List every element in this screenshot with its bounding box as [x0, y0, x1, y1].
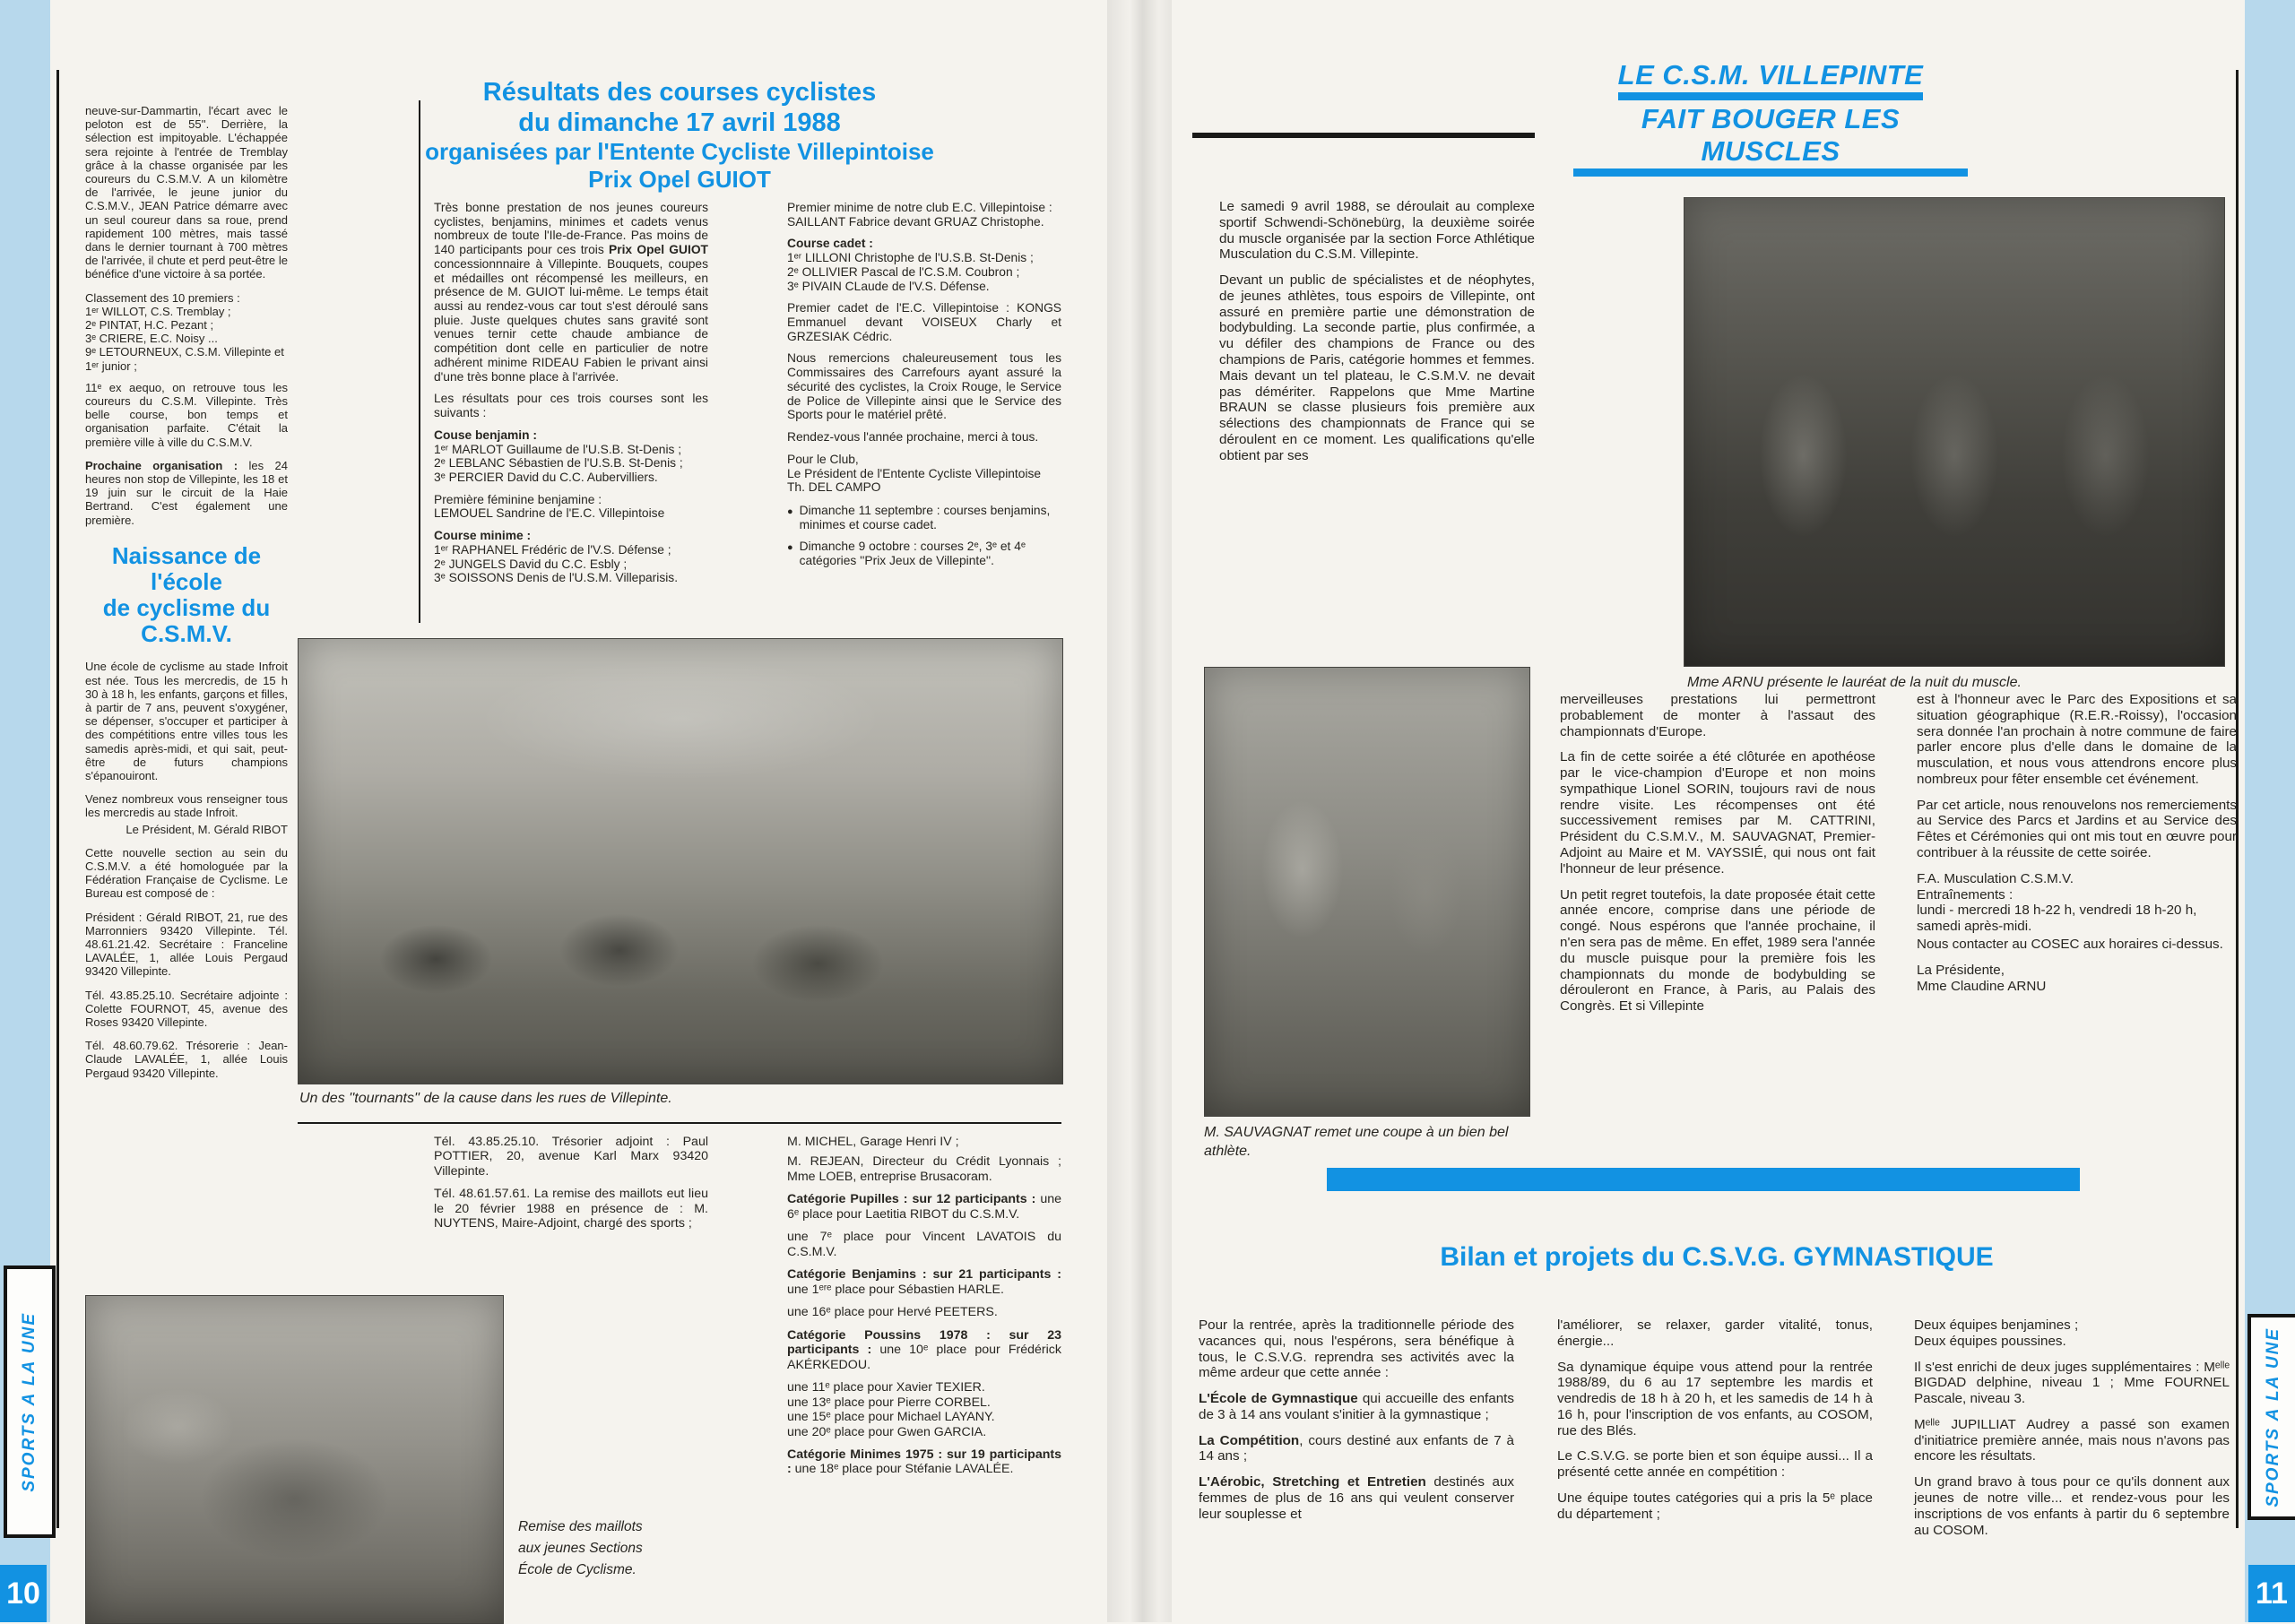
paragraph: une 16ᵉ place pour Hervé PEETERS. — [787, 1305, 998, 1320]
feminine-intro: Première féminine benjamine : — [434, 492, 602, 506]
paragraph: F.A. Musculation C.S.M.V. — [1917, 870, 2074, 886]
paragraph: Cette nouvelle section au sein du C.S.M.V. a été homologuée par la Fédération Française de Cyclisme. Le Bureau est composé de : — [85, 845, 288, 901]
school-headline-line1: Naissance de l'école — [111, 541, 262, 595]
category-bold: Catégorie Poussins 1978 : sur 23 participants : — [787, 1327, 1061, 1358]
left-page-frame-rule — [56, 70, 59, 1528]
gym-column-3 — [1914, 1317, 2230, 1548]
paragraph: Rendez-vous l'année prochaine, merci à tous. — [787, 430, 1039, 445]
bullet-icon: ● — [787, 505, 793, 517]
paragraph: neuve-sur-Dammartin, l'écart avec le peloton est de 55''. Derrière, la sélection est impitoyable. L'échappée sera rejointe à l'entrée de Tremblay grâce à la chasse organisée par les coureurs du C.S.M.V. A un kilomètre de l'arrivée, le jeune junior du C.S.M.V., JEAN Patrice démarre avec un seul coureur dans sa roue, prend rapidement 100 mètres, mais tassé dans le dernier tournant à 700 mètres de l'arrivée, il chute et perd peut-être le bénéfice d'une victoire à sa portée. — [85, 104, 288, 281]
paragraph: Venez nombreux vous renseigner tous les mercredis au stade Infroit. — [85, 792, 288, 820]
category-rest: une 6ᵉ place pour Laetitia RIBOT du C.S.M.V. — [787, 1192, 1061, 1222]
gym-activity — [1199, 1474, 1514, 1522]
left-page-bottom-column-2 — [787, 1135, 1061, 1485]
category-paragraph — [787, 1267, 1061, 1297]
paragraph: Le samedi 9 avril 1988, se déroulait au complexe sportif Schwendi-Schönebürg, la deuxième soirée du muscle organisée par la section Force Athlétique Musculation du C.S.M. Villepinte. — [1219, 199, 1535, 263]
result-line: 1ᵉʳ LILLONI Christophe de l'U.S.B. St-Denis ; — [787, 251, 1034, 265]
result-line: 3ᵉ SOISSONS Denis de l'U.S.M. Villeparisis. — [434, 571, 679, 585]
paragraph: Entraînements : — [1917, 886, 2014, 903]
school-headline-line2: de cyclisme du C.S.M.V. — [102, 594, 271, 648]
maillots-photo-caption — [518, 1516, 729, 1581]
caption-line: aux jeunes Sections — [518, 1541, 643, 1557]
activity-rest: destinés aux femmes de plus de 16 ans qui veulent conserver leur souplesse et — [1199, 1474, 1514, 1522]
classement-item: 2ᵉ PINTAT, H.C. Pezant ; — [85, 318, 214, 333]
stage-photo-caption: Mme ARNU présente le lauréat de la nuit du muscle. — [1687, 675, 2022, 690]
result-line: 2ᵉ JUNGELS David du C.C. Esbly ; — [434, 557, 628, 571]
horizontal-rule — [298, 1122, 1061, 1124]
paragraph: Premier minime de notre club E.C. Villepintoise : — [787, 201, 1052, 214]
category-paragraph — [787, 1447, 1061, 1477]
signature: Th. DEL CAMPO — [787, 480, 881, 495]
paragraph — [85, 459, 288, 527]
left-sports-label-box — [4, 1266, 56, 1538]
cycling-school-group-photo — [85, 1295, 504, 1624]
paragraph: Tél. 48.61.57.61. La remise des maillots eut lieu le 20 février 1988 en présence de : M. NUYTENS, Maire-Adjoint, chargé des sports ; — [434, 1187, 708, 1231]
paragraph: Par cet article, nous renouvelons nos remerciements au Service des Parcs et Jardins et au Service des Fêtes et Cérémonies qui ont mis tout en œuvre pour contribuer à la réussite de cette soirée. — [1917, 797, 2237, 861]
result-line: 2ᵉ OLLIVIER Pascal de l'C.S.M. Coubron ; — [787, 264, 1020, 279]
result-line: 1ᵉʳ MARLOT Guillaume de l'U.S.B. St-Denis ; — [434, 442, 682, 456]
paragraph: lundi - mercredi 18 h-22 h, vendredi 18 h-20 h, samedi après-midi. — [1917, 903, 2197, 935]
category-paragraph — [787, 1328, 1061, 1372]
category-rest: une 10ᵉ place pour Frédérick AKÉRKEDOU. — [787, 1343, 1061, 1372]
text-run: Très bonne prestation de nos jeunes coureurs cyclistes, benjamins, minimes et cadets venus nombreux de toute l'Ile-de-France. Pas moins de 140 participants pour ces trois — [434, 201, 708, 257]
agenda-item — [787, 504, 1061, 531]
right-page-column-1 — [1219, 199, 1535, 474]
category-rest: une 18ᵉ place pour Stéfanie LAVALÉE. — [794, 1462, 1014, 1477]
activity-bold: La Compétition — [1199, 1432, 1300, 1448]
gym-activity — [1199, 1391, 1514, 1423]
paragraph: SAILLANT Fabrice devant GRUAZ Christophe. — [787, 214, 1044, 229]
paragraph: Une équipe toutes catégories qui a pris la 5ᵉ place du département ; — [1557, 1490, 1873, 1522]
gym-column-1 — [1199, 1317, 1514, 1533]
paragraph: l'améliorer, se relaxer, garder vitalité, tonus, énergie... — [1557, 1317, 1873, 1349]
handshake-photo-caption: M. SAUVAGNAT remet une coupe à un bien bel athlète. — [1204, 1125, 1509, 1159]
results-headline-line2: du dimanche 17 avril 1988 — [518, 108, 841, 138]
paragraph: Une école de cyclisme au stade Infroit est née. Tous les mercredis, de 15 h 30 à 18 h, les enfants, garçons et filles, à partir de 7 ans, peuvent s'oxygéner, se dépenser, s'occuper et participer à des compétitions entre villes tous les samedis après-midi, et qui sait, peut-être de futurs champions s'épanouiront. — [85, 660, 288, 782]
paragraph: est à l'honneur avec le Parc des Expositions et sa situation géographique (R.E.R.-Roissy), l'occasion sera donnée l'an prochain à notre commune de faire parler encore plus d'elle dans le domaine de la musculation, et nous vous attendrons encore plus nombreux pour fêter ensemble cet événement. — [1917, 692, 2237, 787]
caption-line: École de Cyclisme. — [518, 1562, 637, 1578]
classement-item: 9ᵉ LETOURNEUX, C.S.M. Villepinte et 1ᵉʳ junior ; — [85, 345, 284, 373]
paragraph: Sa dynamique équipe vous attend pour la rentrée 1988/89, du 6 au 17 septembre les mardis et vendredis de 18 h à 20 h, et les samedis de 14 h à 16 h, pour l'inscription de vos enfants, au COSOM, rue des Blés. — [1557, 1359, 1873, 1438]
right-page-column-3 — [1917, 692, 2237, 994]
lead-bold: Prochaine organisation : — [85, 458, 249, 472]
right-sports-label: SPORTS A LA UNE — [2264, 1326, 2282, 1507]
left-page-column-2 — [434, 201, 708, 585]
activity-rest: , cours destiné aux enfants de 7 à 14 ans ; — [1199, 1432, 1514, 1464]
prix-opel-bold: Prix Opel GUIOT — [609, 243, 708, 257]
contact-line: Tél. 48.60.79.62. Trésorerie : Jean-Claude LAVALÉE, 1, allée Louis Pergaud 93420 Villepinte. — [85, 1039, 288, 1080]
gym-activity — [1199, 1433, 1514, 1465]
left-page-column-1 — [85, 104, 288, 1090]
agenda-text: Dimanche 11 septembre : courses benjamins, minimes et course cadet. — [799, 503, 1051, 531]
agenda-item — [787, 540, 1061, 567]
agenda-text: Dimanche 9 octobre : courses 2ᵉ, 3ᵉ et 4ᵉ catégories ''Prix Jeux de Villepinte''. — [799, 540, 1026, 568]
paragraph: Mᵉˡˡᵉ JUPILLIAT Audrey a passé son examen d'initiatrice première année, mais nous n'avons pas encore les résultats. — [1914, 1416, 2230, 1464]
cycling-race-photo — [298, 638, 1063, 1084]
contact-line: Tél. 43.85.25.10. Secrétaire adjointe : Colette FOURNOT, 45, avenue des Roses 93420 Villepinte. — [85, 988, 288, 1029]
benjamin-title: Couse benjamin : — [434, 428, 537, 442]
paragraph: La fin de cette soirée a été clôturée en apothéose par le vice-champion d'Europe et non moins sympathique Lionel SORIN, toujours ravi de nous rendre visite. Les récompenses ont été successivement remises par M. CATTRINI, Président du C.S.M.V., M. SAUVAGNAT, Premier-Adjoint au Maire et M. VAYSSIÉ, qui nous ont fait l'honneur de leur présence. — [1560, 749, 1875, 877]
right-page-column-2 — [1560, 692, 1875, 1024]
paragraph: M. MICHEL, Garage Henri IV ; — [787, 1135, 959, 1149]
place-line: une 11ᵉ place pour Xavier TEXIER. — [787, 1380, 985, 1395]
category-bold: Catégorie Minimes 1975 : sur 19 participants : — [787, 1447, 1061, 1477]
paragraph: Premier cadet de l'E.C. Villepintoise : KONGS Emmanuel devant VOISEUX Charly et GRZESIAK Cédric. — [787, 301, 1061, 343]
school-headline — [85, 543, 288, 647]
paragraph: Nous contacter au COSEC aux horaires ci-dessus. — [1917, 936, 2223, 952]
paragraph: Un grand bravo à tous pour ce qu'ils donnent aux jeunes de notre ville... et rendez-vous pour les inscriptions de vos enfants à partir du 6 septembre au COSOM. — [1914, 1474, 2230, 1538]
paragraph — [434, 201, 708, 384]
activity-rest: qui accueille des enfants de 3 à 14 ans voulant s'initier à la gymnastique ; — [1199, 1391, 1514, 1422]
trophy-handshake-photo — [1204, 667, 1530, 1117]
results-headline-line4: Prix Opel GUIOT — [588, 166, 771, 194]
activity-bold: L'École de Gymnastique — [1199, 1391, 1358, 1407]
page-gutter-shadow — [1107, 0, 1172, 1622]
result-line: 1ᵉʳ RAPHANEL Frédéric de l'V.S. Défense ; — [434, 542, 671, 557]
muscles-headline — [1573, 59, 1968, 179]
race-photo-caption: Un des ''tournants'' de la cause dans les rues de Villepinte. — [299, 1091, 672, 1106]
bullet-icon: ● — [787, 542, 793, 554]
paragraph: Deux équipes benjamines ; — [1914, 1317, 2079, 1333]
signature: Mme Claudine ARNU — [1917, 978, 2047, 994]
paragraph: Il s'est enrichi de deux juges supplémentaires : Mᵉˡˡᵉ BIGDAD delphine, niveau 1 ; Mme FOURNEL Pascale, niveau 3. — [1914, 1359, 2230, 1407]
muscles-headline-line1: LE C.S.M. VILLEPINTE — [1618, 59, 1924, 100]
result-line: 3ᵉ PERCIER David du C.C. Aubervilliers. — [434, 470, 658, 484]
category-rest: une 1ᵉʳᵉ place pour Sébastien HARLE. — [787, 1282, 1004, 1297]
classement-item: 1ᵉʳ WILLOT, C.S. Tremblay ; — [85, 304, 231, 318]
paragraph: 11ᵉ ex aequo, on retrouve tous les coureurs du C.S.M. Villepinte. Très belle course, bon temps et organisation parfaite. C'était la première ville à ville du C.S.M.V. — [85, 380, 288, 449]
right-page-number: 11 — [2248, 1565, 2295, 1622]
results-headline-line1: Résultats des courses cyclistes — [482, 78, 877, 107]
signature: Le Président, M. Gérald RIBOT — [126, 822, 288, 836]
lead-rest: les 24 heures non stop de Villepinte, les 18 et 19 juin sur le circuit de la Haie Bertrand. C'est également une première. — [85, 458, 288, 527]
classement-intro: Classement des 10 premiers : — [85, 290, 240, 305]
category-bold: Catégorie Benjamins : sur 21 participants : — [787, 1267, 1061, 1283]
left-page-bottom-column-1 — [434, 1135, 708, 1240]
category-bold: Catégorie Pupilles : sur 12 participants : — [787, 1192, 1041, 1207]
gym-section-blue-bar — [1327, 1168, 2080, 1191]
result-line: 3ᵉ PIVAIN CLaude de l'V.S. Défense. — [787, 279, 990, 293]
paragraph: Le C.S.V.G. se porte bien et son équipe aussi... Il a présenté cette année en compétition : — [1557, 1448, 1873, 1481]
paragraph: Nous remercions chaleureusement tous les Commissaires des Carrefours ayant assuré la sécurité des cyclistes, la Croix Rouge, le Service de Police de Villepinte ainsi que le Service des Sports pour le matériel prêté. — [787, 351, 1061, 422]
place-line: une 20ᵉ place pour Gwen GARCIA. — [787, 1424, 987, 1439]
left-sports-label: SPORTS A LA UNE — [20, 1311, 39, 1492]
right-page-top-rule — [1192, 133, 1535, 138]
paragraph: Tél. 43.85.25.10. Trésorier adjoint : Paul POTTIER, 20, avenue Karl Marx 93420 Villepinte. — [434, 1135, 708, 1179]
classement-item: 3ᵉ CRIERE, E.C. Noisy ... — [85, 332, 218, 346]
caption-line: Remise des maillots — [518, 1519, 643, 1534]
place-line: une 15ᵉ place pour Michael LAYANY. — [787, 1410, 995, 1425]
bodybuilding-stage-photo — [1684, 197, 2225, 667]
results-headline-line3: organisées par l'Entente Cycliste Villepintoise — [425, 138, 934, 166]
category-paragraph — [787, 1192, 1061, 1222]
signature: Le Président de l'Entente Cycliste Villepintoise — [787, 466, 1042, 480]
left-page-column-3 — [787, 201, 1061, 576]
paragraph: Deux équipes poussines. — [1914, 1333, 2066, 1349]
muscles-headline-line2: FAIT BOUGER LES MUSCLES — [1573, 103, 1968, 177]
signature: La Présidente, — [1917, 962, 2005, 978]
result-line: 2ᵉ LEBLANC Sébastien de l'U.S.B. St-Denis ; — [434, 456, 683, 471]
left-page-number: 10 — [0, 1565, 47, 1622]
text-run: concessionnnaire à Villepinte. Bouquets, coupes et médailles ont récompensé les meilleurs, en présence de M. GUIOT lui-même. Le temps était aussi au rendez-vous car tout s'est déroulé sans pluie. Juste quelques chutes sans gravité sont venues ternir cette chaude ambiance de compétition dont celle en particulier de notre adhérent minime RIDEAU Fabien le privant ainsi d'une très bonne place à l'arrivée. — [434, 256, 708, 384]
contact-line: Président : Gérald RIBOT, 21, rue des Marronniers 93420 Villepinte. Tél. 48.61.21.42. Secrétaire : Franceline LAVALÉE, 1, allée Louis Pergaud 93420 Villepinte. — [85, 910, 288, 979]
minime-title: Course minime : — [434, 529, 532, 543]
paragraph: Pour la rentrée, après la traditionnelle période des vacances qui, nous l'espérons, sera bénéfique à tous, le C.S.V.G. reprendra ses activités avec la même ardeur que cette année : — [1199, 1317, 1514, 1381]
place-line: une 13ᵉ place pour Pierre CORBEL. — [787, 1395, 991, 1410]
feminine-name: LEMOUEL Sandrine de l'E.C. Villepintoise — [434, 506, 665, 521]
results-headline — [296, 77, 1063, 194]
activity-bold: L'Aérobic, Stretching et Entretien — [1199, 1474, 1426, 1490]
signature: Pour le Club, — [787, 452, 859, 466]
paragraph: Devant un public de spécialistes et de néophytes, de jeunes athlètes, tous espoirs de Villepinte, ont assuré en première partie une démonstration de bodybulding. La seconde partie, plus confirmée, a vu défiler des champions de France ou des champions de Paris, catégorie hommes et femmes. Mais devant un tel plateau, le C.S.M.V. ne devait pas démériter. Rappelons que Mme Martine BRAUN se classe plusieurs fois première aux sélections des championnats de France qui se déroulent en ce moment. Les qualifications qu'elle obtient par ses — [1219, 272, 1535, 463]
paragraph: Les résultats pour ces trois courses sont les suivants : — [434, 392, 708, 420]
paragraph: Un petit regret toutefois, la date proposée était cette année encore, comprise dans une période de congé. Nous espérons que l'année prochaine, il n'en sera pas de même. En effet, 1989 sera l'année du muscle puisque pour la première fois les championnats du monde de bodybulding se dérouleront en France, à Paris, au Palais des Congrès. Et si Villepinte — [1560, 886, 1875, 1015]
paragraph: M. REJEAN, Directeur du Crédit Lyonnais ; Mme LOEB, entreprise Brusacoram. — [787, 1154, 1061, 1184]
gym-column-2 — [1557, 1317, 1873, 1533]
gym-headline: Bilan et projets du C.S.V.G. GYMNASTIQUE — [1440, 1242, 1994, 1272]
cadet-title: Course cadet : — [787, 237, 873, 251]
right-sports-label-box — [2247, 1314, 2295, 1520]
paragraph: merveilleuses prestations lui permettront probablement de monter à l'assaut des championnats d'Europe. — [1560, 692, 1875, 739]
paragraph: une 7ᵉ place pour Vincent LAVATOIS du C.S.M.V. — [787, 1230, 1061, 1259]
